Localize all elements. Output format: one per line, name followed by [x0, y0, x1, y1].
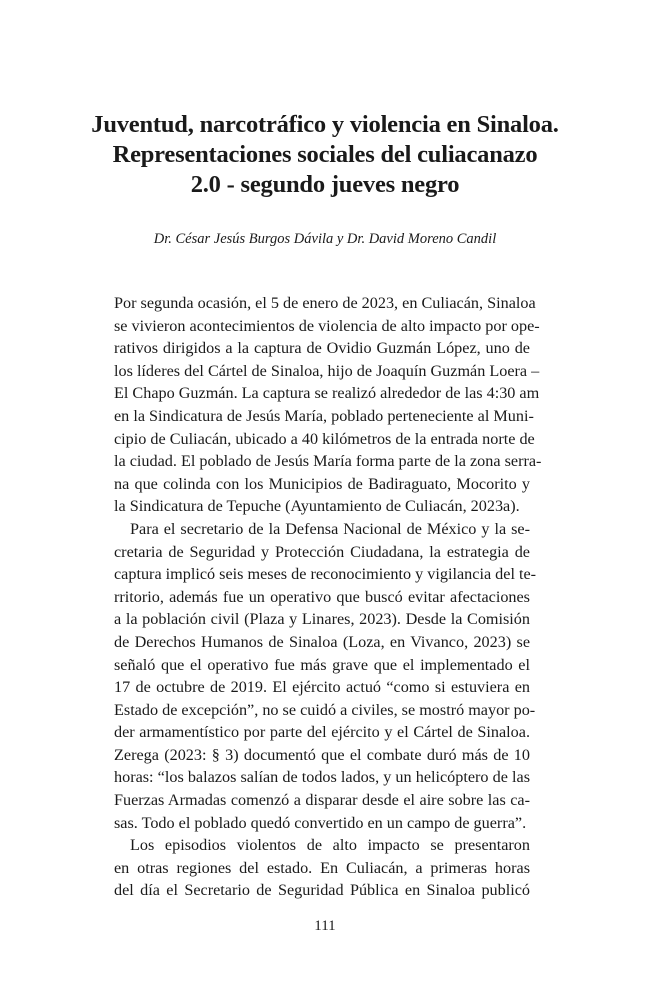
body-line: de Derechos Humanos de Sinaloa (Loza, en Vivanco, 2023) se: [114, 632, 530, 651]
body-line: la Sindicatura de Tepuche (Ayuntamiento de Culiacán, 2023a).: [114, 497, 520, 516]
body-line: sas. Todo el poblado quedó convertido en un campo de guerra”.: [114, 813, 527, 832]
title-line-3: 2.0 - segundo jueves negro: [190, 171, 460, 198]
body-line: 17 de octubre de 2019. El ejército actuó “como si estuviera en: [114, 678, 530, 697]
body-line: Estado de excepción”, no se cuidó a civiles, se mostró mayor po-: [114, 700, 536, 719]
body-line: señaló que el operativo fue más grave que el implementado el: [114, 655, 530, 674]
body-line: na que colinda con los Municipios de Badiraguato, Mocorito y: [114, 474, 530, 493]
body-line: la ciudad. El poblado de Jesús María forma parte de la zona serra-: [114, 452, 542, 471]
body-line: cipio de Culiacán, ubicado a 40 kilómetros de la entrada norte de: [114, 429, 535, 448]
body-line: en la Sindicatura de Jesús María, poblado perteneciente al Muni-: [114, 406, 534, 425]
body-text: [114, 292, 542, 902]
body-line: El Chapo Guzmán. La captura se realizó alrededor de las 4:30 am: [114, 384, 540, 403]
body-line: Fuerzas Armadas comenzó a disparar desde el aire sobre las ca-: [114, 791, 530, 810]
chapter-title: [60, 110, 590, 200]
title-line-2: Representaciones sociales del culiacanazo: [112, 141, 538, 168]
body-line: Para el secretario de la Defensa Nacional de México y la se-: [130, 519, 530, 538]
body-line: rativos dirigidos a la captura de Ovidio Guzmán López, uno de: [114, 339, 530, 358]
page-number: 111: [314, 918, 336, 934]
body-line: en otras regiones del estado. En Culiacán, a primeras horas: [114, 858, 530, 877]
body-line: los líderes del Cártel de Sinaloa, hijo de Joaquín Guzmán Loera –: [114, 361, 540, 380]
body-line: cretaria de Seguridad y Protección Ciudadana, la estrategia de: [114, 542, 530, 561]
body-line: a la población civil (Plaza y Linares, 2023). Desde la Comisión: [114, 610, 530, 629]
body-line: captura implicó seis meses de reconocimiento y vigilancia del te-: [114, 565, 537, 584]
body-line: Zerega (2023: § 3) documentó que el combate duró más de 10: [114, 745, 530, 764]
body-line: der armamentístico por parte del ejército y el Cártel de Sinaloa.: [114, 723, 530, 742]
body-line: rritorio, además fue un operativo que buscó evitar afectaciones: [114, 587, 530, 606]
body-line: del día el Secretario de Seguridad Pública en Sinaloa publicó: [114, 881, 530, 900]
title-line-1: Juventud, narcotráfico y violencia en Sinaloa.: [91, 111, 559, 138]
body-line: Los episodios violentos de alto impacto se presentaron: [130, 836, 530, 855]
chapter-authors: Dr. César Jesús Burgos Dávila y Dr. David Moreno Candil: [153, 231, 497, 247]
body-line: horas: “los balazos salían de todos lados, y un helicóptero de las: [114, 768, 530, 787]
body-line: Por segunda ocasión, el 5 de enero de 2023, en Culiacán, Sinaloa: [114, 294, 536, 312]
body-line: se vivieron acontecimientos de violencia de alto impacto por ope-: [114, 316, 540, 335]
